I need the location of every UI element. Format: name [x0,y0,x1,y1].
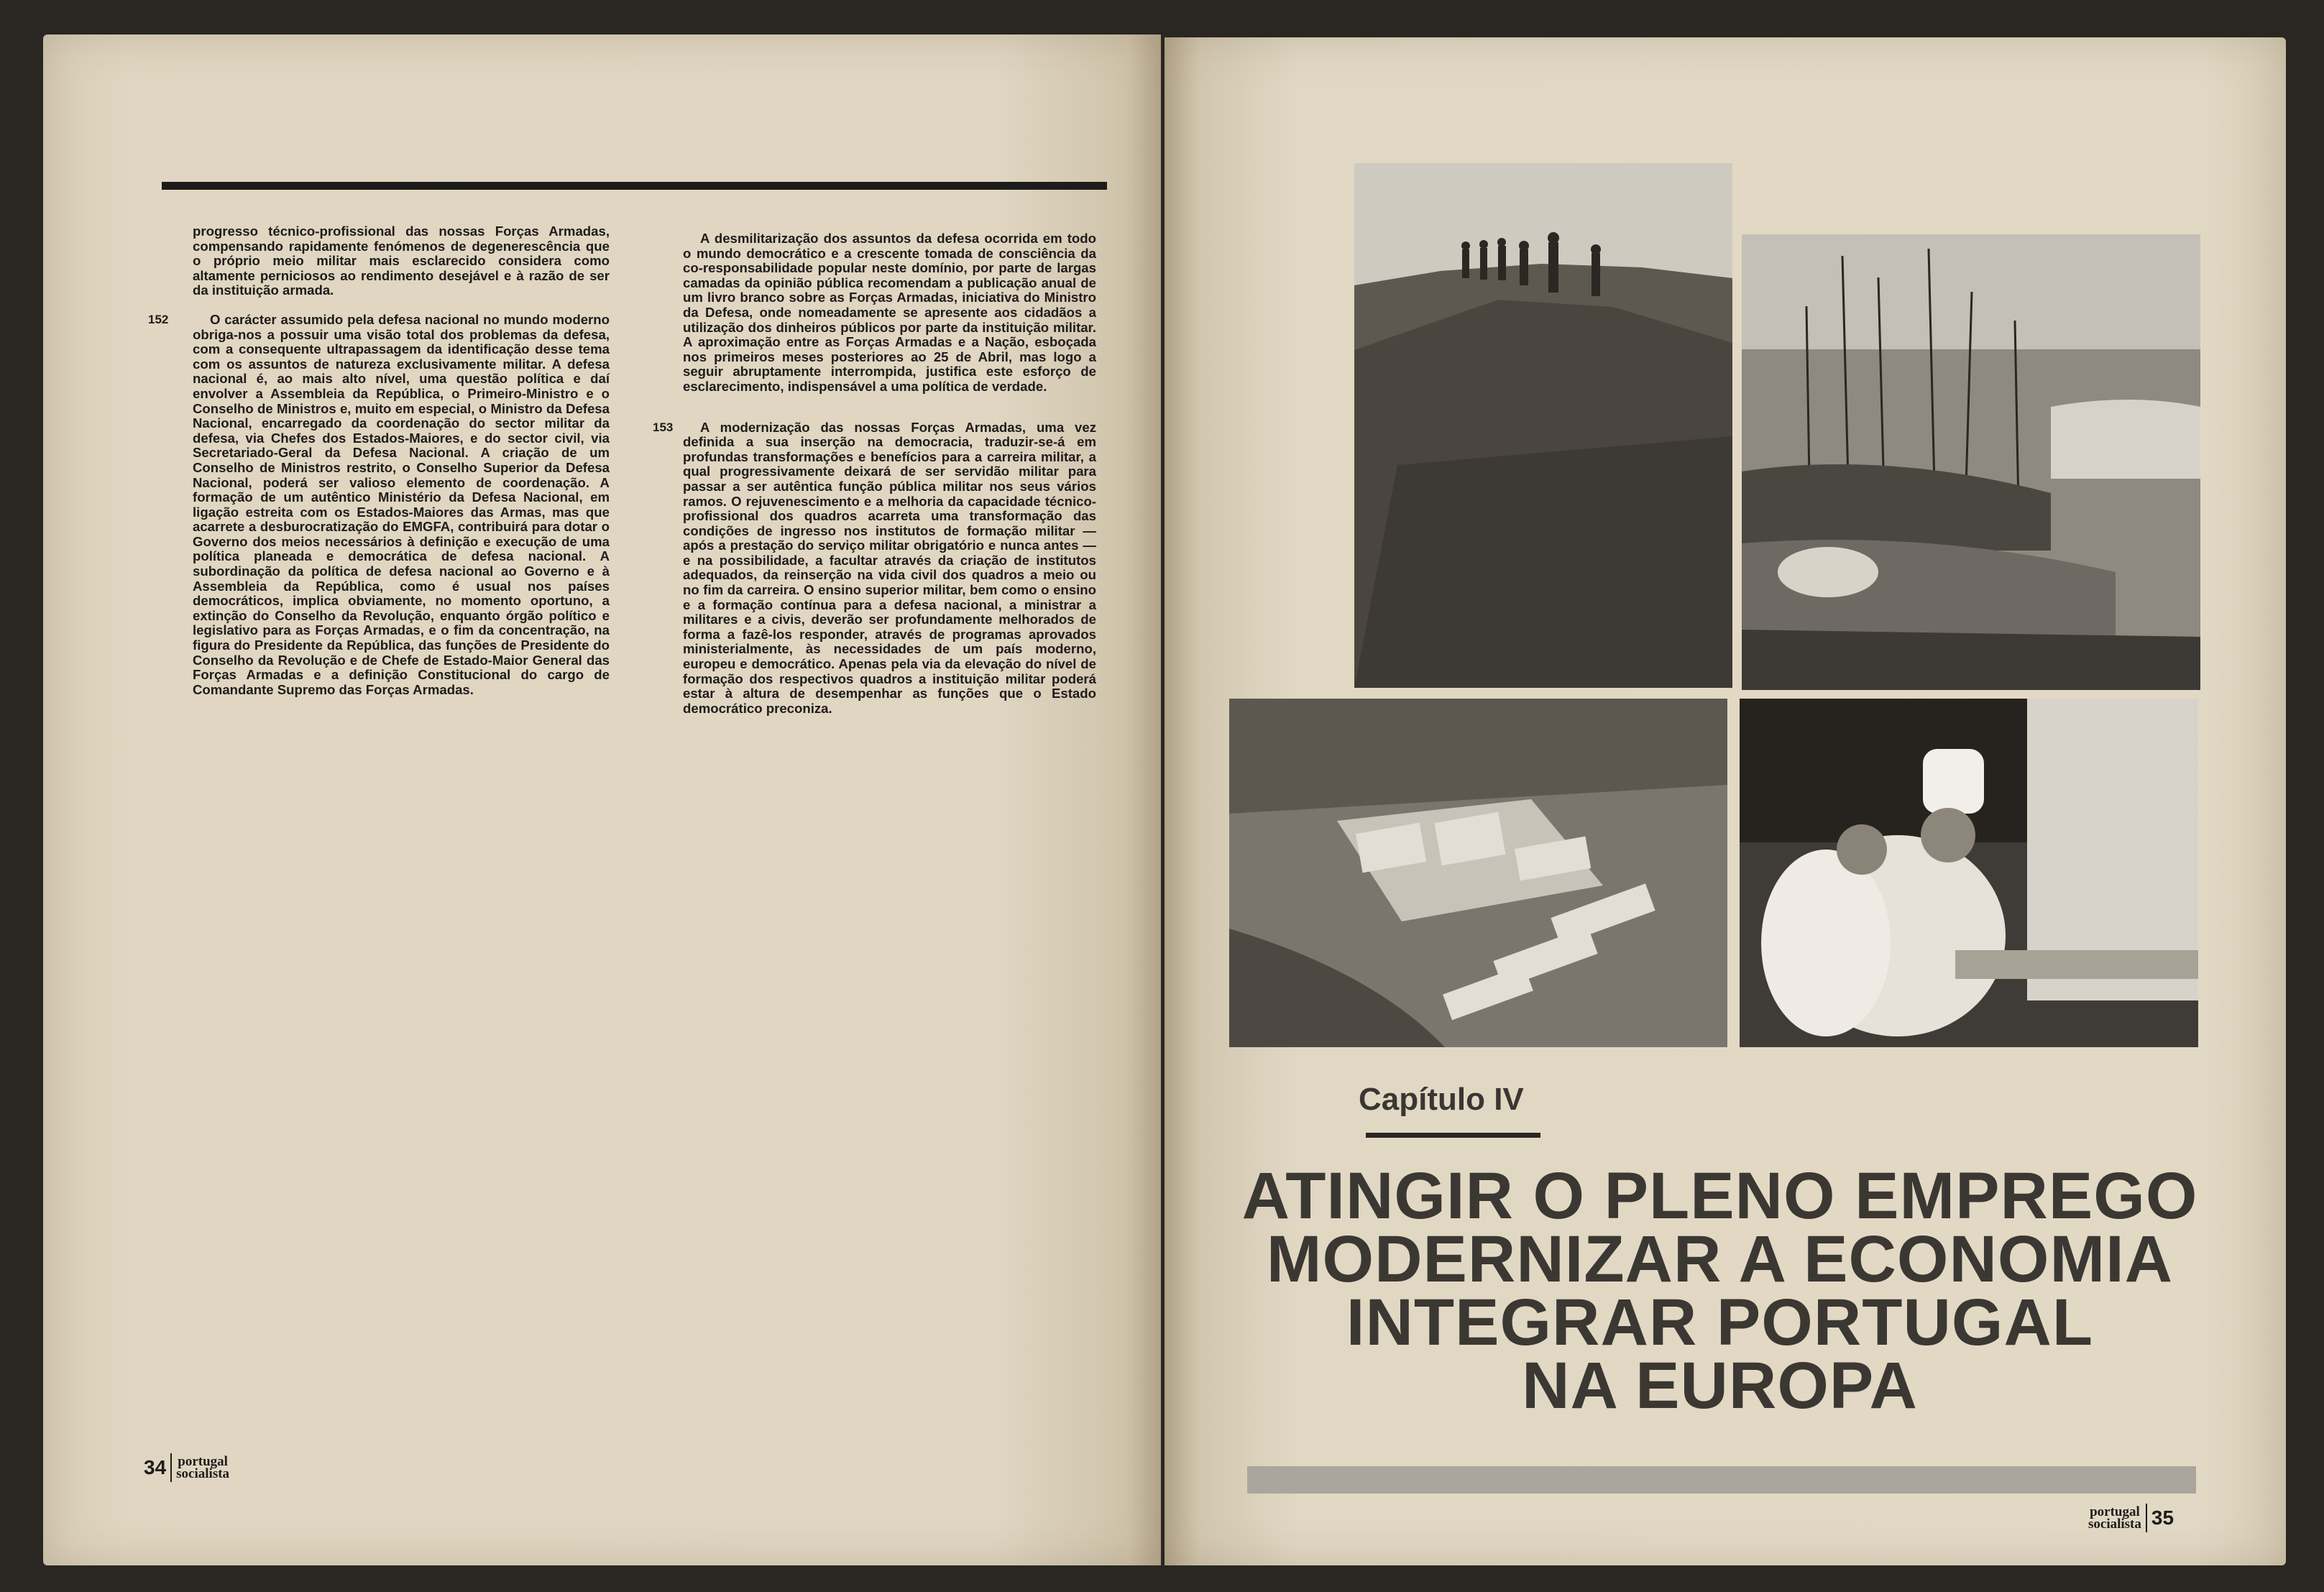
left-text-column [148,224,610,712]
left-page-footer [144,1453,229,1482]
brand-logo-left: portugal socialista [176,1454,230,1481]
footer-divider [170,1453,172,1482]
top-rule [162,182,1107,190]
headline-line-2: MODERNIZAR A ECONOMIA [1266,1223,2174,1296]
paragraph-152: O carácter assumido pela defesa nacional no mundo moderno obriga-nos a possuir uma visão total dos problemas da defesa, com a consequente ultrapassagem da identificação desse tema com os assuntos de natureza exclusivamente militar. A defesa nacional é, ao mais alto nível, uma questão política e daí envolver a Assembleia da República, o Primeiro-Ministro e o Conselho de Ministros e, muito em especial, o Ministro da Defesa Nacional, encarregado da coordenação do sector militar da defesa, via Chefes dos Estados-Maiores, e do sector civil, via Secretariado-Geral da Defesa Nacional. A criação de um Conselho de Ministros restrito, o Conselho Superior da Defesa Nacional, poderá ser valioso elemento de coordenação. A formação de um autêntico Ministério da Defesa Nacional, em ligação estreita com os Estados-Maiores das Armas, mas que acarrete a desburocratização do EMGFA, contribuirá para dotar o Governo dos meios necessários à definição e execução de uma política planeada e democrática de defesa nacional. A subordinação da política de defesa nacional ao Governo e à Assembleia da República, como é usual nos países democráticos, implica obviamente, no momento oportuno, a extinção do Conselho da Revolução, enquanto órgão político e legislativo para as Forças Armadas, e o fim da concentração, na figura do Presidente da República, das funções de Presidente do Conselho da Revolução e de Chefe de Estado-Maior General das Forças Armadas e a definição Constitucional do cargo de Comandante Supremo das Forças Armadas. [193,311,610,697]
right-text-column [653,231,1096,730]
grey-band [1247,1466,2196,1494]
paragraph-number-153: 153 [653,420,674,434]
photo-aerial-industrial-site [1229,699,1727,1047]
paragraph-153: A modernização das nossas Forças Armadas, uma vez definida a sua inserção na democracia, traduzir-se-á em profundas transformações e benefícios para a carreira militar, a qual progressivamente deixará de ser servidão militar para passar a ser autêntica função pública militar nos seus vários ramos. O rejuvenescimento e a melhoria da capacidade técnico-profissional dos quadros acarreta uma transformação das condições de ingresso nos institutos de formação militar — após a prestação do serviço militar obrigatório e nunca antes — e na possibilidade, a facultar através da criação de institutos adequados, da reinserção na vida civil dos quadros a meio ou no fim da carreira. O ensino superior militar, bem como o ensino e a formação contínua para a defesa nacional, a ministrar a militares e a civis, deverão ser profundamente melhorados de forma a fazê-los responder, através de programas aprovados ministerialmente, às necessidades de um país moderno, europeu e democrático. Apenas pela via da elevação do nível de formação dos respectivos quadros a instituição militar poderá estar à altura de desempenhar as funções que o Estado democrático preconiza. [683,419,1096,716]
page-number-right: 35 [2151,1506,2174,1529]
chapter-label: Capítulo IV [1359,1082,1524,1117]
headline-line-4: NA EUROPA [1522,1349,1918,1422]
col2-lead-paragraph: A desmilitarização dos assuntos da defesa ocorrida em todo o mundo democrático e a crescente tomada de consciência da co-responsabilidade popular neste domínio, por parte de largas camadas da opinião pública recomendam a publicação anual de um livro branco sobre as Forças Armadas, iniciativa do Ministro da Defesa, onde nomeadamente se apresente aos cidadãos a utilização dos dinheiros públicos por parte da instituição militar. A aproximação entre as Forças Armadas e a Nação, esboçada nos primeiros meses posteriores ao 25 de Abril, mas logo a seguir abruptamente interrompida, justifica este esforço de esclarecimento, indispensável a uma política de verdade. [683,231,1096,394]
brand-logo-right: portugal socialista [2088,1504,2141,1532]
right-page-footer [2088,1504,2174,1532]
photo-fishing-boats [1742,234,2200,690]
headline-line-1: ATINGIR O PLENO EMPREGO [1241,1159,2198,1233]
headline-line-3: INTEGRAR PORTUGAL [1346,1286,2094,1359]
col1-lead-paragraph: progresso técnico-profissional das nossas Forças Armadas, compensando rapidamente fenómenos de degenerescência que o próprio meio militar mais esclarecido considera como altamente perniciosos ao rendimento desejável e à razão de ser da instituição armada. [193,224,610,298]
photo-hillside-workers [1354,163,1732,688]
chapter-headline [1222,1159,2218,1422]
chapter-underline [1366,1133,1540,1138]
photo-chefs-kitchen [1740,699,2198,1047]
footer-divider [2146,1504,2147,1532]
paragraph-number-152: 152 [148,312,169,326]
page-number-left: 34 [144,1456,167,1478]
